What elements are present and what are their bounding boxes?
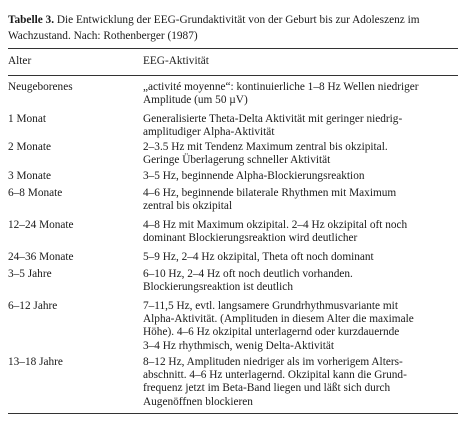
row-activity (143, 113, 461, 139)
header-rule (8, 75, 458, 76)
activity-line: Generalisierte Theta-Delta Aktivität mit geringer niedrig- (143, 113, 403, 125)
row-activity (143, 187, 461, 213)
activity-line: Blockierungsreaktion ist deutlich (143, 281, 293, 294)
table-caption (8, 13, 458, 44)
row-age: 2 Monate (8, 141, 51, 153)
table-label: Tabelle 3. (8, 14, 55, 26)
activity-line: 8–12 Hz, Amplituden niedriger als im vorherigem Alters- (143, 356, 403, 368)
row-activity (143, 219, 461, 245)
row-age: 12–24 Monate (8, 219, 74, 231)
row-age: 3 Monate (8, 170, 51, 182)
row-age: 6–12 Jahre (8, 300, 58, 312)
bottom-rule (8, 413, 458, 414)
activity-line: frequenz jetzt im Beta-Band liegen und läßt sich durch (143, 382, 391, 395)
activity-line: „activité moyenne“: kontinuierliche 1–8 Hz Wellen niedriger (143, 81, 419, 93)
row-activity (143, 356, 461, 409)
activity-line: Höhe). 4–6 Hz okzipital unterlagernd oder kurzdauernde (143, 326, 400, 339)
activity-line: 5–9 Hz, 2–4 Hz okzipital, Theta oft noch dominant (143, 251, 374, 263)
caption-text: Die Entwicklung der EEG-Grundaktivität von der Geburt bis zur Adoleszenz im Wachzustand. Nach: Rothenberger (1987) (8, 14, 420, 42)
row-age: 24–36 Monate (8, 251, 74, 263)
activity-line: 4–6 Hz, beginnende bilaterale Rhythmen mit Maximum (143, 187, 397, 199)
row-activity (143, 251, 461, 264)
row-age: 6–8 Monate (8, 187, 63, 199)
row-age: 13–18 Jahre (8, 356, 63, 368)
activity-line: 3–5 Hz, beginnende Alpha-Blockierungsreaktion (143, 170, 365, 182)
activity-line: Augenöffnen blockieren (143, 395, 253, 408)
row-activity (143, 268, 461, 294)
activity-line: 2–3.5 Hz mit Tendenz Maximum zentral bis okzipital. (143, 141, 388, 153)
row-activity (143, 300, 461, 353)
row-age: Neugeborenes (8, 81, 73, 93)
row-activity (143, 170, 461, 183)
activity-line: zentral bis okzipital (143, 200, 233, 213)
row-age: 3–5 Jahre (8, 268, 52, 280)
activity-line: 6–10 Hz, 2–4 Hz oft noch deutlich vorhanden. (143, 268, 353, 280)
row-age: 1 Monat (8, 113, 46, 125)
activity-line: Geringe Überlagerung schneller Aktivität (143, 154, 331, 167)
activity-line: 7–11,5 Hz, evtl. langsamere Grundrhythmusvariante mit (143, 300, 398, 312)
activity-line: dominant Blockierungsreaktion wird deutlicher (143, 232, 358, 245)
top-rule (8, 48, 458, 49)
activity-line: 4–8 Hz mit Maximum okzipital. 2–4 Hz okzipital oft noch (143, 219, 408, 231)
activity-line: Alpha-Aktivität. (Amplituden in diesem Alter die maximale (143, 313, 414, 326)
header-activity: EEG-Aktivität (143, 55, 209, 67)
activity-line: amplitudiger Alpha-Aktivität (143, 126, 275, 139)
row-activity (143, 141, 461, 167)
activity-line: 3–4 Hz rhythmisch, wenig Delta-Aktivität (143, 339, 335, 352)
activity-line: Amplitude (um 50 µV) (143, 94, 248, 107)
activity-line: abschnitt. 4–6 Hz unterlagernd. Okzipital kann die Grund- (143, 369, 407, 382)
header-age: Alter (8, 55, 32, 67)
row-activity (143, 81, 461, 107)
